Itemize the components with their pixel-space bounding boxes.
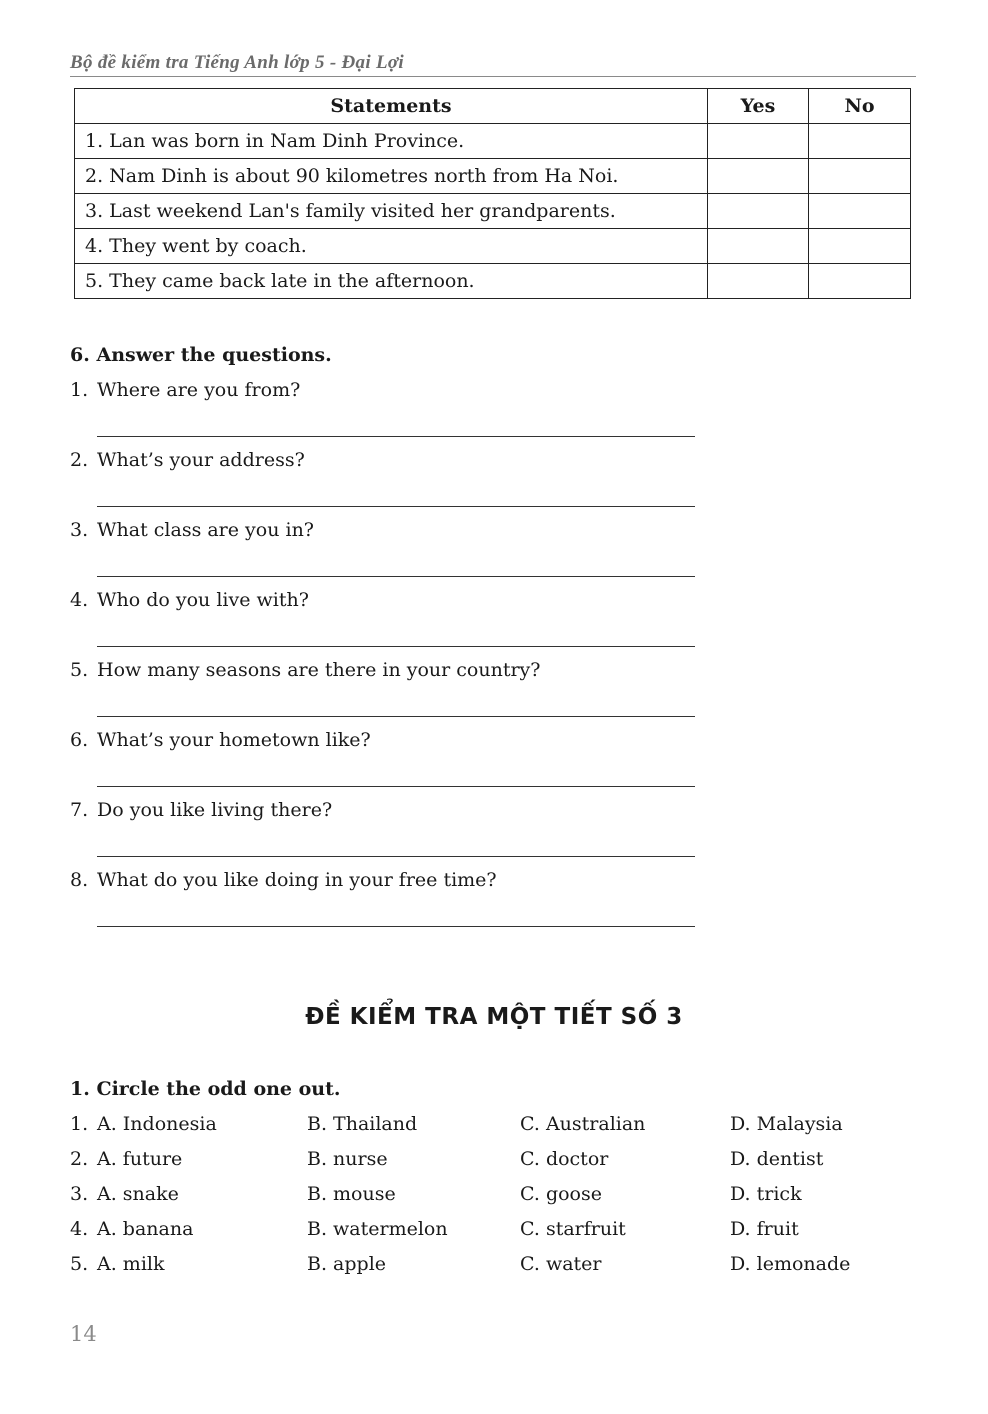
statement-cell: 4. They went by coach. (75, 229, 708, 264)
option-c[interactable]: C. starfruit (520, 1218, 626, 1240)
question-item (70, 869, 497, 891)
question-text: Where are you from? (97, 379, 301, 401)
test-title: ĐỀ KIỂM TRA MỘT TIẾT SỐ 3 (305, 1004, 683, 1030)
option-d[interactable]: D. lemonade (730, 1253, 851, 1275)
table-row (75, 159, 911, 194)
table-row (75, 124, 911, 159)
question-number: 2. (70, 449, 89, 471)
yes-header: Yes (708, 89, 809, 124)
item-number: 2. (70, 1148, 89, 1170)
section-1-title: 1. Circle the odd one out. (70, 1078, 341, 1100)
answer-line[interactable] (97, 506, 695, 507)
question-item (70, 449, 305, 471)
answer-line[interactable] (97, 856, 695, 857)
statement-cell: 1. Lan was born in Nam Dinh Province. (75, 124, 708, 159)
answer-line[interactable] (97, 716, 695, 717)
no-answer-cell[interactable] (809, 194, 911, 229)
answer-line[interactable] (97, 926, 695, 927)
option-a[interactable]: A. milk (97, 1253, 165, 1275)
question-number: 4. (70, 589, 89, 611)
question-number: 1. (70, 379, 89, 401)
section-6-title: 6. Answer the questions. (70, 344, 332, 366)
no-header: No (809, 89, 911, 124)
question-text: Who do you live with? (97, 589, 309, 611)
table-row (75, 264, 911, 299)
table-row (75, 229, 911, 264)
option-b[interactable]: B. mouse (307, 1183, 396, 1205)
option-b[interactable]: B. apple (307, 1253, 387, 1275)
question-item (70, 589, 309, 611)
question-number: 6. (70, 729, 89, 751)
question-text: Do you like living there? (97, 799, 333, 821)
option-b[interactable]: B. nurse (307, 1148, 388, 1170)
running-header: Bộ đề kiểm tra Tiếng Anh lớp 5 - Đại Lợi (70, 52, 916, 77)
item-number: 4. (70, 1218, 89, 1240)
question-item (70, 519, 314, 541)
no-answer-cell[interactable] (809, 159, 911, 194)
answer-line[interactable] (97, 646, 695, 647)
no-answer-cell[interactable] (809, 124, 911, 159)
answer-line[interactable] (97, 436, 695, 437)
item-number: 3. (70, 1183, 89, 1205)
yes-answer-cell[interactable] (708, 264, 809, 299)
option-b[interactable]: B. Thailand (307, 1113, 418, 1135)
statements-table (74, 88, 911, 299)
option-d[interactable]: D. trick (730, 1183, 802, 1205)
option-c[interactable]: C. doctor (520, 1148, 609, 1170)
option-d[interactable]: D. fruit (730, 1218, 799, 1240)
option-a[interactable]: A. future (97, 1148, 183, 1170)
question-item (70, 379, 300, 401)
yes-answer-cell[interactable] (708, 229, 809, 264)
question-item (70, 729, 371, 751)
statements-header: Statements (75, 89, 708, 124)
page-number: 14 (70, 1322, 97, 1346)
answer-line[interactable] (97, 786, 695, 787)
yes-answer-cell[interactable] (708, 124, 809, 159)
question-item (70, 799, 332, 821)
option-c[interactable]: C. Australian (520, 1113, 646, 1135)
option-a[interactable]: A. snake (97, 1183, 179, 1205)
question-text: What do you like doing in your free time? (97, 869, 497, 891)
no-answer-cell[interactable] (809, 229, 911, 264)
table-row (75, 194, 911, 229)
question-number: 8. (70, 869, 89, 891)
option-d[interactable]: D. Malaysia (730, 1113, 843, 1135)
yes-answer-cell[interactable] (708, 159, 809, 194)
question-text: What class are you in? (97, 519, 314, 541)
option-a[interactable]: A. banana (97, 1218, 194, 1240)
question-item (70, 659, 540, 681)
question-number: 5. (70, 659, 89, 681)
yes-answer-cell[interactable] (708, 194, 809, 229)
table-header-row (75, 89, 911, 124)
answer-line[interactable] (97, 576, 695, 577)
statement-cell: 2. Nam Dinh is about 90 kilometres north from Ha Noi. (75, 159, 708, 194)
statement-cell: 3. Last weekend Lan's family visited her grandparents. (75, 194, 708, 229)
question-text: What’s your address? (97, 449, 305, 471)
question-number: 3. (70, 519, 89, 541)
question-text: How many seasons are there in your country? (97, 659, 541, 681)
item-number: 1. (70, 1113, 89, 1135)
option-c[interactable]: C. goose (520, 1183, 602, 1205)
no-answer-cell[interactable] (809, 264, 911, 299)
statement-cell: 5. They came back late in the afternoon. (75, 264, 708, 299)
option-d[interactable]: D. dentist (730, 1148, 824, 1170)
option-c[interactable]: C. water (520, 1253, 602, 1275)
option-a[interactable]: A. Indonesia (97, 1113, 217, 1135)
question-text: What’s your hometown like? (97, 729, 371, 751)
question-number: 7. (70, 799, 89, 821)
option-b[interactable]: B. watermelon (307, 1218, 448, 1240)
item-number: 5. (70, 1253, 89, 1275)
